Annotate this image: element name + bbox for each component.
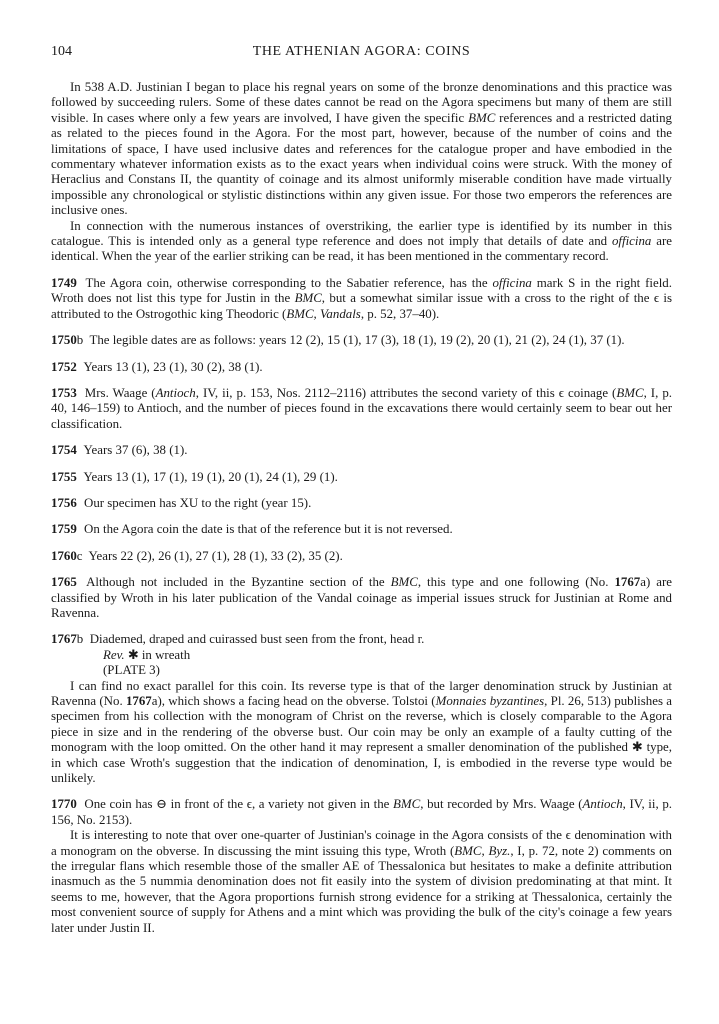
entry-1767-description: 1767b Diademed, draped and cuirassed bust seen from the front, head r.: [51, 632, 425, 647]
entry-1767-plate: (PLATE 3): [103, 663, 160, 678]
entry-number: 1755: [51, 469, 77, 484]
entry-1753: 1753 Mrs. Waage (Antioch, IV, ii, p. 153, Nos. 2112–2116) attributes the second variety of this ϵ coinage (BMC, I, p. 40, 146–159) to Antioch, and the number of pieces found in the excavations there would certainly seem to bear out her classification.: [51, 385, 672, 431]
entry-number: 1767: [51, 632, 77, 647]
entry-1767-commentary: I can find no exact parallel for this coin. Its reverse type is that of the larger denomination struck by Justinian at Ravenna (No. 1767a), which shows a facing head on the obverse. Tolstoi (Monnaies byzantines, Pl. 26, 513) publishes a specimen from his collection with the monogram of Christ on the reverse, which is closely comparable to the Agora piece in size and in the rendering of the obverse bust. Our coin may be only an example of a faulty cutting of the monogram with the loop omitted. On the other hand it may represent a smaller denomination of the published ✱ type, in which case Wroth's suggestion that the indication of denomination, I, is embodied in the reverse type would be unlikely.: [51, 678, 672, 786]
entry-number: 1756: [51, 495, 77, 510]
entry-1756: 1756 Our specimen has XU to the right (year 15).: [51, 495, 312, 510]
entry-1770-text: 1770 One coin has ⊖ in front of the ϵ, a variety not given in the BMC, but recorded by Mrs. Waage (Antioch, IV, ii, p. 156, No. 2153).: [51, 797, 673, 827]
entry-1752: 1752 Years 13 (1), 23 (1), 30 (2), 38 (1).: [51, 359, 263, 374]
entry-1767-reverse: Rev. ✱ in wreath: [103, 647, 191, 662]
entry-1750: 1750b The legible dates are as follows: years 12 (2), 15 (1), 17 (3), 18 (1), 19 (2), 20 (1), 21 (2), 24 (1), 37 (1).: [51, 333, 625, 348]
entry-number: 1753: [51, 385, 77, 400]
entry-number: 1752: [51, 359, 77, 374]
entry-number: 1749: [51, 275, 77, 290]
entry-number: 1759: [51, 522, 77, 537]
entry-number: 1754: [51, 443, 77, 458]
page-header: [51, 44, 672, 64]
running-title: THE ATHENIAN AGORA: COINS: [252, 44, 471, 59]
entry-number: 1750: [51, 333, 77, 348]
entry-1754: 1754 Years 37 (6), 38 (1).: [51, 443, 188, 458]
entry-number: 1760: [51, 548, 77, 563]
entry-1767: [51, 632, 672, 786]
intro-paragraph-1: In 538 A.D. Justinian I began to place his regnal years on some of the bronze denominations and this practice was followed by succeeding rulers. Some of these dates cannot be read on the Agora specimens but many of them are still visible. In cases where only a few years are involved, I have given the specific BMC references and a restricted dating as related to the pieces found in the Agora. For the most part, however, because of the number of coins and the limitations of space, I have used inclusive dates and references for the catalogue proper and have embodied in the commentary whatever information exists as to the exact years when individual coins were struck. With the money of Heraclius and Constans II, the quantity of coinage and its almost uniformly miserable condition have made virtually impossible any chronological or stylistic distinctions within any given issue. For those two emperors the references are inclusive ones.: [51, 80, 672, 218]
entry-number: 1770: [51, 797, 77, 812]
entry-1755: 1755 Years 13 (1), 17 (1), 19 (1), 20 (1), 24 (1), 29 (1).: [51, 469, 338, 484]
entry-number: 1765: [51, 575, 77, 590]
page: [51, 44, 672, 936]
entry-1770-commentary: It is interesting to note that over one-quarter of Justinian's coinage in the Agora consists of the ϵ denomination with a monogram on the obverse. In discussing the mint issuing this type, Wroth (BMC, Byz., I, p. 72, note 2) comments on the irregular flans which resemble those of the smaller AE of Thessalonica but hesitates to make a definite attribution inasmuch as the 5 nummia denomination does not fit easily into the system of division predominating at that mint. It seems to me, however, that the Agora proportions furnish strong evidence for a striking at Thessalonica, certainly the most convenient source of supply for Athens and a mint which was providing the bulk of the city's coinage a few years later under Justin II.: [51, 828, 672, 935]
intro-paragraph-2: In connection with the numerous instances of overstriking, the earlier type is identified by its number in this catalogue. This is intended only as a general type reference and does not imply that details of date and officina are identical. When the year of the earlier striking can be read, it has been mentioned in the commentary record.: [51, 218, 672, 264]
entry-1770: [51, 797, 672, 936]
entry-1749: 1749 The Agora coin, otherwise corresponding to the Sabatier reference, has the officina mark S in the right field. Wroth does not list this type for Justin in the BMC, but a somewhat similar issue with a cross to the right of the ϵ is attributed to the Ostrogothic king Theodoric (BMC, Vandals, p. 52, 37–40).: [51, 275, 672, 321]
entry-1759: 1759 On the Agora coin the date is that of the reference but it is not reversed.: [51, 522, 453, 537]
page-number: 104: [51, 44, 72, 59]
entry-1760: 1760c Years 22 (2), 26 (1), 27 (1), 28 (1), 33 (2), 35 (2).: [51, 548, 343, 563]
entry-1765: 1765 Although not included in the Byzantine section of the BMC, this type and one following (No. 1767a) are classified by Wroth in his later publication of the Vandal coinage as imperial issues struck for Justinian at Rome and Ravenna.: [51, 575, 672, 620]
